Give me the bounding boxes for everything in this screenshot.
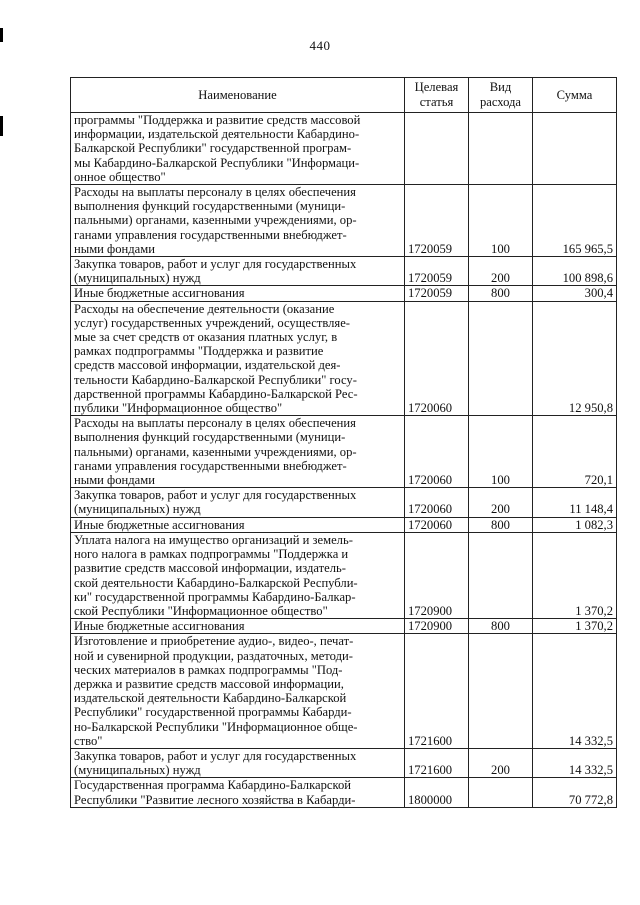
row-name-line: Уплата налога на имущество организаций и земель- <box>74 532 353 547</box>
row-name <box>71 532 405 618</box>
row-name-line: пальными) органами, казенными учреждениями, ор- <box>74 213 357 228</box>
table-header-row <box>71 78 617 113</box>
row-name-line: Расходы на обеспечение деятельности (оказание <box>74 301 335 316</box>
row-name-line: Государственная программа Кабардино-Балкарской <box>74 778 352 793</box>
row-type: 100 <box>469 185 533 257</box>
row-target: 1721600 <box>405 634 469 749</box>
row-name-line: Иные бюджетные ассигнования <box>74 517 245 532</box>
table-body <box>71 113 617 808</box>
table-row <box>71 532 617 618</box>
row-name <box>71 257 405 286</box>
row-sum: 100 898,6 <box>533 257 617 286</box>
row-target: 1720900 <box>405 532 469 618</box>
row-sum: 11 148,4 <box>533 488 617 517</box>
row-name-line: ганами управления государственными внебюджет- <box>74 227 347 242</box>
row-name <box>71 517 405 532</box>
row-name-line: онное общество" <box>74 169 166 184</box>
row-name-line: выполнения функций государственными (муници- <box>74 430 346 445</box>
row-target: 1720059 <box>405 185 469 257</box>
row-name-line: пальными) органами, казенными учреждениями, ор- <box>74 444 357 459</box>
row-target: 1720060 <box>405 416 469 488</box>
table-row <box>71 301 617 416</box>
row-name-line: ство" <box>74 733 103 748</box>
row-target <box>405 113 469 185</box>
row-name-line: издательской деятельности Кабардино-Балкарской <box>74 691 347 706</box>
row-name-line: ной и сувенирной продукции, раздаточных, методи- <box>74 648 353 663</box>
row-target: 1800000 <box>405 778 469 807</box>
row-name-line: держка и развитие средств массовой информации, <box>74 676 344 691</box>
header-target: Целевая статья <box>405 78 469 113</box>
row-target: 1720060 <box>405 517 469 532</box>
row-name-line: Расходы на выплаты персоналу в целях обеспечения <box>74 416 356 431</box>
row-name <box>71 619 405 634</box>
row-name-line: Закупка товаров, работ и услуг для государственных <box>74 488 357 503</box>
row-target: 1720060 <box>405 488 469 517</box>
row-name-line: информации, издательской деятельности Кабардино- <box>74 127 360 142</box>
table-row <box>71 416 617 488</box>
row-target: 1720060 <box>405 301 469 416</box>
budget-table <box>70 77 617 808</box>
row-name-line: тельности Кабардино-Балкарской Республики" госу- <box>74 372 357 387</box>
table-row <box>71 517 617 532</box>
row-name <box>71 634 405 749</box>
row-name-line: Республики "Развитие лесного хозяйства в Кабарди- <box>74 792 356 807</box>
row-sum <box>533 113 617 185</box>
row-type: 800 <box>469 286 533 301</box>
row-name <box>71 778 405 807</box>
row-name-line: публики "Информационное общество" <box>74 401 283 416</box>
row-name-line: ного налога в рамках подпрограммы "Поддержка и <box>74 547 349 562</box>
row-name <box>71 113 405 185</box>
row-sum: 1 370,2 <box>533 532 617 618</box>
row-name-line: Иные бюджетные ассигнования <box>74 619 245 634</box>
table-row <box>71 748 617 777</box>
scan-edge-mark-middle <box>0 116 3 136</box>
header-sum: Сумма <box>533 78 617 113</box>
row-type: 200 <box>469 488 533 517</box>
row-name <box>71 488 405 517</box>
row-name <box>71 286 405 301</box>
row-name <box>71 416 405 488</box>
row-name-line: Балкарской Республики" государственной програм- <box>74 141 352 156</box>
table-row <box>71 488 617 517</box>
row-sum: 300,4 <box>533 286 617 301</box>
row-name-line: Расходы на выплаты персоналу в целях обеспечения <box>74 185 356 200</box>
row-name-line: (муниципальных) нужд <box>74 271 201 286</box>
row-name-line: Закупка товаров, работ и услуг для государственных <box>74 748 357 763</box>
page-number: 440 <box>309 38 331 53</box>
row-name <box>71 748 405 777</box>
row-type: 100 <box>469 416 533 488</box>
row-name-line: ки" государственной программы Кабардино-Балкар- <box>74 589 356 604</box>
row-name-line: рамках подпрограммы "Поддержка и развитие <box>74 344 324 359</box>
row-name-line: выполнения функций государственными (муници- <box>74 199 346 214</box>
row-sum: 1 082,3 <box>533 517 617 532</box>
row-name-line: развитие средств массовой информации, издатель- <box>74 561 346 576</box>
row-type <box>469 113 533 185</box>
row-name-line: дарственной программы Кабардино-Балкарской Рес- <box>74 386 358 401</box>
header-type: Вид расхода <box>469 78 533 113</box>
row-type: 200 <box>469 748 533 777</box>
row-type <box>469 778 533 807</box>
row-name-line: услуг) государственных учреждений, осуществляе- <box>74 315 350 330</box>
row-type <box>469 634 533 749</box>
row-name-line: Изготовление и приобретение аудио-, видео-, печат- <box>74 634 354 649</box>
row-name-line: ными фондами <box>74 473 155 488</box>
row-sum: 165 965,5 <box>533 185 617 257</box>
row-sum: 14 332,5 <box>533 748 617 777</box>
row-name-line: мые за счет средств от оказания платных услуг, в <box>74 330 338 345</box>
row-target: 1720900 <box>405 619 469 634</box>
row-name-line: Иные бюджетные ассигнования <box>74 286 245 301</box>
table-row <box>71 113 617 185</box>
table-row <box>71 619 617 634</box>
table-row <box>71 634 617 749</box>
row-target: 1720059 <box>405 257 469 286</box>
row-sum: 720,1 <box>533 416 617 488</box>
row-target: 1721600 <box>405 748 469 777</box>
table-row <box>71 286 617 301</box>
row-name-line: мы Кабардино-Балкарской Республики "Информаци- <box>74 155 360 170</box>
header-name: Наименование <box>71 78 405 113</box>
row-name-line: ганами управления государственными внебюджет- <box>74 458 347 473</box>
row-type <box>469 532 533 618</box>
row-name-line: ными фондами <box>74 241 155 256</box>
row-sum: 14 332,5 <box>533 634 617 749</box>
row-name-line: ческих материалов в рамках подпрограммы "Под- <box>74 662 343 677</box>
table-row <box>71 185 617 257</box>
row-sum: 12 950,8 <box>533 301 617 416</box>
row-target: 1720059 <box>405 286 469 301</box>
row-name-line: но-Балкарской Республики "Информационное обще- <box>74 719 358 734</box>
row-name <box>71 301 405 416</box>
row-sum: 70 772,8 <box>533 778 617 807</box>
row-type <box>469 301 533 416</box>
row-sum: 1 370,2 <box>533 619 617 634</box>
row-name-line: Республики" государственной программы Кабарди- <box>74 705 352 720</box>
row-name-line: (муниципальных) нужд <box>74 502 201 517</box>
row-name-line: Закупка товаров, работ и услуг для государственных <box>74 257 357 272</box>
row-name-line: ской деятельности Кабардино-Балкарской Республи- <box>74 575 358 590</box>
row-type: 800 <box>469 517 533 532</box>
row-type: 800 <box>469 619 533 634</box>
row-type: 200 <box>469 257 533 286</box>
table-row <box>71 257 617 286</box>
table-row <box>71 778 617 807</box>
row-name-line: ской Республики "Информационное общество" <box>74 603 328 618</box>
row-name-line: (муниципальных) нужд <box>74 763 201 778</box>
row-name-line: программы "Поддержка и развитие средств массовой <box>74 113 361 127</box>
row-name-line: средств массовой информации, издательской дея- <box>74 358 341 373</box>
row-name <box>71 185 405 257</box>
